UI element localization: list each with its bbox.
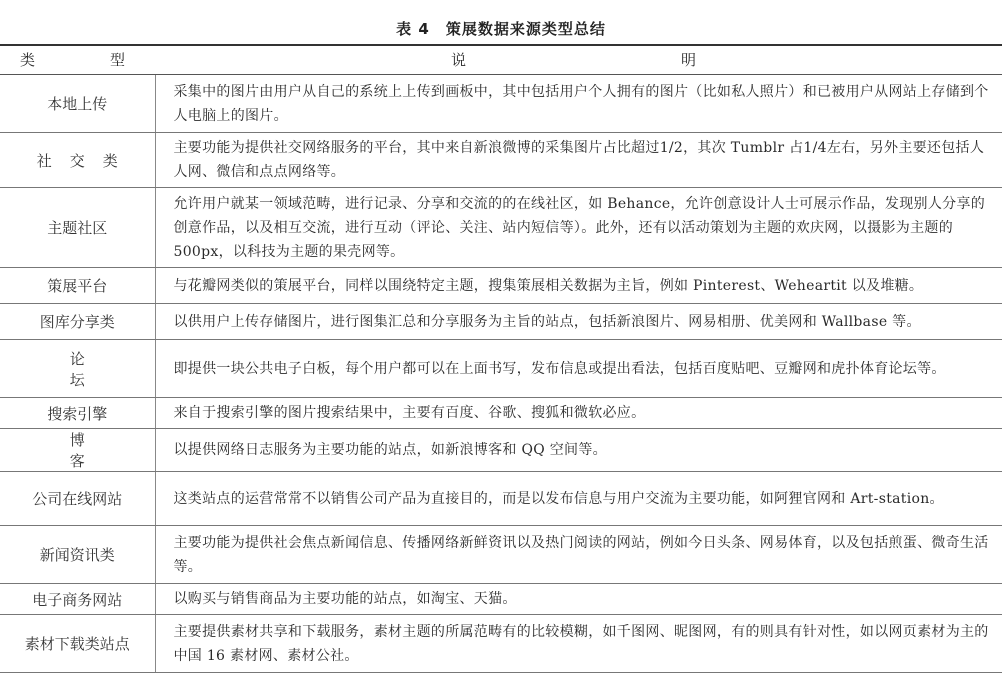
table-row [0, 268, 1002, 304]
row-description: 以购买与销售商品为主要功能的站点，如淘宝、天猫。 [155, 584, 1002, 615]
row-description: 主要功能为提供社会焦点新闻信息、传播网络新鲜资讯以及热门阅读的网站，例如今日头条、网易体育，以及包括煎蛋、微奇生活等。 [155, 526, 1002, 584]
table-row [0, 429, 1002, 472]
row-description: 允许用户就某一领域范畴，进行记录、分享和交流的的在线社区，如 Behance，允许创意设计人士可展示作品，发现别人分享的创意作品，以及相互交流，进行互动（评论、关注、站内短信等）。此外，还有以活动策划为主题的欢庆网，以摄影为主题的 500px，以科技为主题的果壳网等。 [155, 188, 1002, 268]
table-row [0, 526, 1002, 584]
table-row [0, 340, 1002, 398]
header-description: 说 明 [155, 45, 1002, 75]
header-type: 类 型 [0, 45, 155, 75]
table-row [0, 304, 1002, 340]
row-description: 以供用户上传存储图片，进行图集汇总和分享服务为主旨的站点，包括新浪图片、网易相册、优美网和 Wallbase 等。 [155, 304, 1002, 340]
row-type: 社交类 [0, 133, 155, 188]
table-row [0, 188, 1002, 268]
row-description: 即提供一块公共电子白板，每个用户都可以在上面书写，发布信息或提出看法，包括百度贴吧、豆瓣网和虎扑体育论坛等。 [155, 340, 1002, 398]
row-description: 来自于搜索引擎的图片搜索结果中，主要有百度、谷歌、搜狐和微软必应。 [155, 398, 1002, 429]
row-description: 主要提供素材共享和下载服务，素材主题的所属范畴有的比较模糊，如千图网、昵图网，有的则具有针对性，如以网页素材为主的中国 16 素材网、素材公社。 [155, 615, 1002, 673]
row-type: 电子商务网站 [0, 584, 155, 615]
row-type: 策展平台 [0, 268, 155, 304]
row-description: 主要功能为提供社交网络服务的平台，其中来自新浪微博的采集图片占比超过1/2，其次 Tumblr 占1/4左右，另外主要还包括人人网、微信和点点网络等。 [155, 133, 1002, 188]
row-description: 与花瓣网类似的策展平台，同样以围绕特定主题，搜集策展相关数据为主旨，例如 Pinterest、Weheartit 以及堆糖。 [155, 268, 1002, 304]
table-row [0, 472, 1002, 526]
table-row [0, 133, 1002, 188]
table-header-row [0, 45, 1002, 75]
row-type: 新闻资讯类 [0, 526, 155, 584]
row-type: 图库分享类 [0, 304, 155, 340]
table-caption: 表 4 策展数据来源类型总结 [396, 20, 606, 38]
table-row [0, 615, 1002, 673]
row-type: 主题社区 [0, 188, 155, 268]
row-type: 本地上传 [0, 75, 155, 133]
table-row [0, 584, 1002, 615]
data-source-table [0, 45, 1002, 673]
row-description: 采集中的图片由用户从自己的系统上上传到画板中，其中包括用户个人拥有的图片（比如私人照片）和已被用户从网站上存储到个人电脑上的图片。 [155, 75, 1002, 133]
row-type: 公司在线网站 [0, 472, 155, 526]
table-row [0, 75, 1002, 133]
row-type: 论坛 [0, 340, 155, 398]
row-type: 素材下载类站点 [0, 615, 155, 673]
row-description: 以提供网络日志服务为主要功能的站点，如新浪博客和 QQ 空间等。 [155, 429, 1002, 472]
row-type: 博客 [0, 429, 155, 472]
table-row [0, 398, 1002, 429]
row-type: 搜索引擎 [0, 398, 155, 429]
row-description: 这类站点的运营常常不以销售公司产品为直接目的，而是以发布信息与用户交流为主要功能，如阿狸官网和 Art-station。 [155, 472, 1002, 526]
